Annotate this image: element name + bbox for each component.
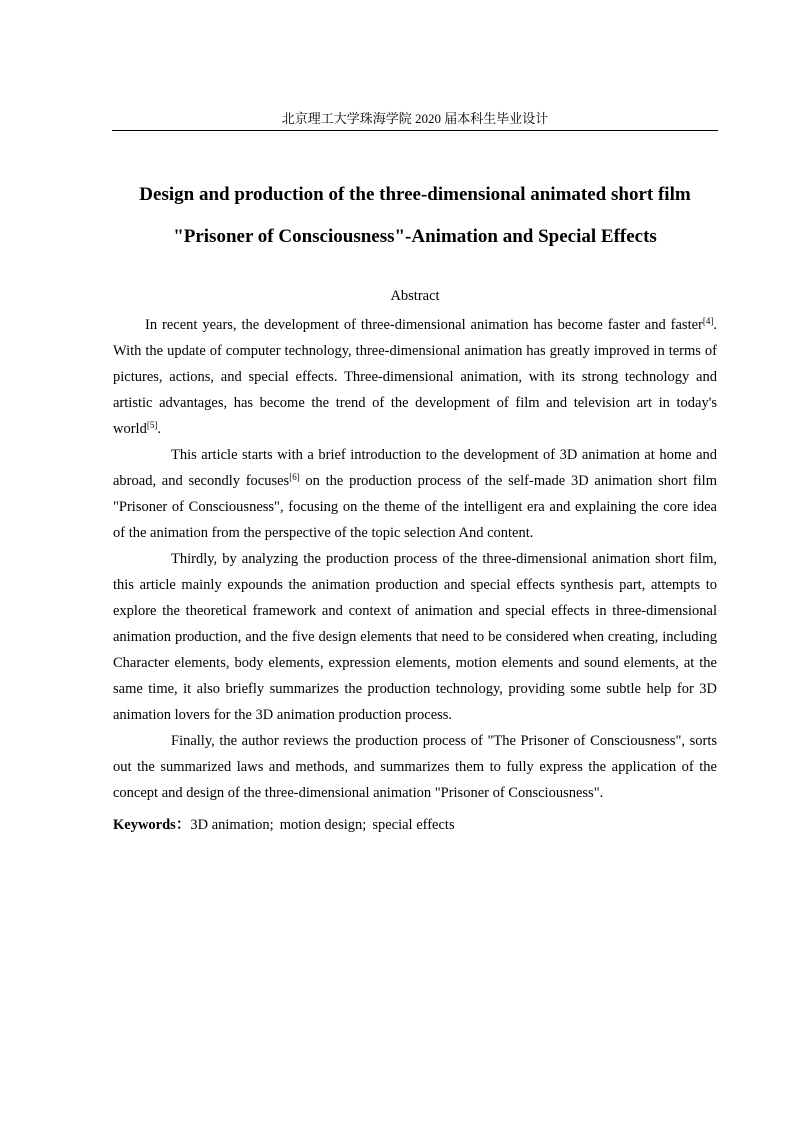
title-line-2: "Prisoner of Consciousness"-Animation and Special Effects [173,226,657,247]
abstract-paragraph-3: Thirdly, by analyzing the production process of the three-dimensional animation short film, this article mainly expounds the animation production and special effects synthesis part, attempts to explore the theoretical framework and context of animation and special effects in three-dimensional animation production, and the five design elements that need to be considered when creating, including Character elements, body elements, expression elements, motion elements and sound elements, at the same time, it also briefly summarizes the production technology, providing some subtle help for 3D animation lovers for the 3D animation production process. [113,551,717,723]
citation-5: [5] [146,420,158,430]
keyword-item: 3D animation; [190,817,274,833]
abstract-heading: Abstract [390,288,440,304]
keyword-item: motion design; [279,817,367,833]
title-line-1: Design and production of the three-dimensional animated short film [139,184,691,205]
running-header: 北京理工大学珠海学院 2020 届本科生毕业设计 [281,111,549,126]
abstract-body [113,312,717,838]
abstract-paragraph-4: Finally, the author reviews the production process of "The Prisoner of Consciousness", sorts out the summarized laws and methods, and summarizes them to fully express the application of the concept and design of the three-dimensional animation "Prisoner of Consciousness". [113,733,717,801]
abstract-paragraph-2 [113,442,717,546]
keywords-label: Keywords： [113,817,191,833]
citation-4: [4] [702,316,714,326]
p2-text-a: This article starts with a brief introduction to the development of 3D animation at home and abroad, and secondly focuses [113,447,717,489]
keyword-item: special effects [372,817,455,833]
citation-6: [6] [289,472,300,482]
header-rule [112,130,718,131]
keywords-line [113,812,717,838]
p1-text-b: . With the update of computer technology, three-dimensional animation has greatly improved in terms of pictures, actions, and special effects. Three-dimensional animation, with its strong technology and artistic advantages, has become the trend of the development of film and television art in today's world [113,317,717,437]
p1-text-a: In recent years, the development of three-dimensional animation has become faster and faster [145,317,703,333]
p2-text-b: on the production process of the self-made 3D animation short film "Prisoner of Consciousness", focusing on the theme of the intelligent era and explaining the core idea of the animation from the perspective of the topic selection And content. [113,473,717,541]
abstract-paragraph-1 [113,312,717,442]
p1-text-c: . [157,421,161,437]
